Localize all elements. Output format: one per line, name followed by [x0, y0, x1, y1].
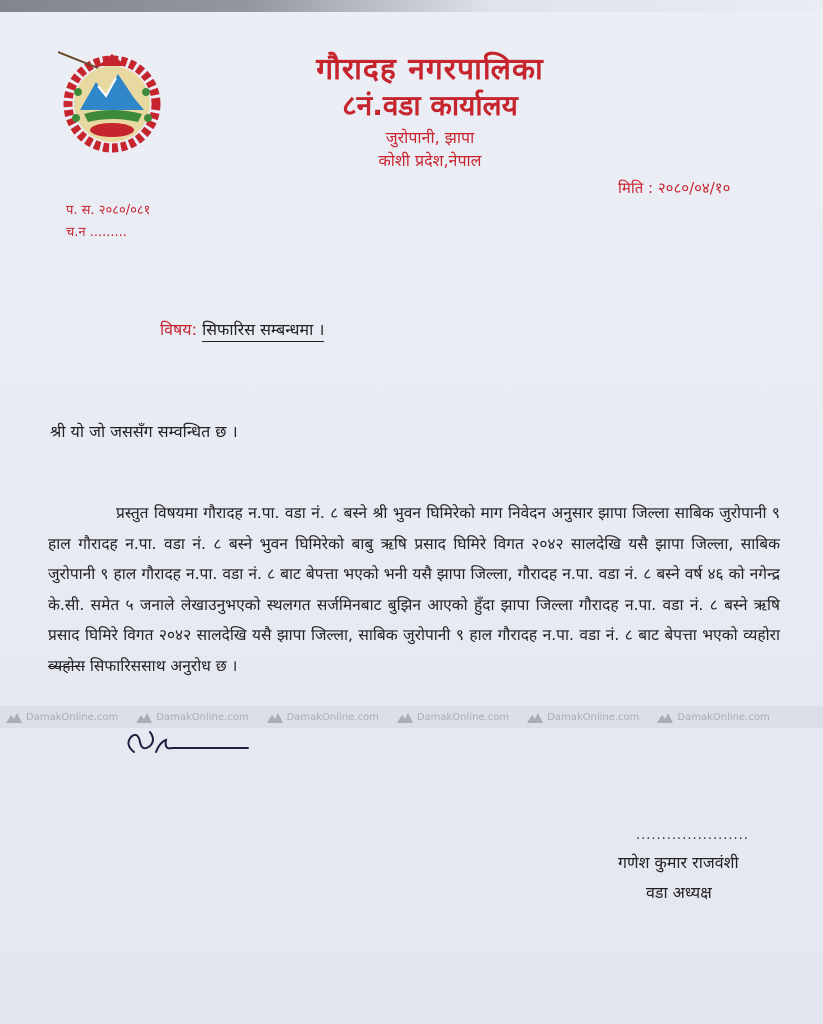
damakonline-logo-icon [397, 712, 413, 723]
watermark-text: DamakOnline.com [547, 711, 640, 723]
letter-body [48, 498, 780, 681]
signature-line: ...................... [636, 828, 749, 843]
municipality-name: गौरादह नगरपालिका [316, 52, 544, 87]
damakonline-logo-icon [527, 712, 543, 723]
letter-date: मिति : २०८०/०४/१० [618, 179, 731, 197]
body-main: प्रस्तुत विषयमा गौरादह न.पा. वडा नं. ८ बस्ने श्री भुवन घिमिरेको माग निवेदन अनुसार झापा जिल्ला साबिक जुरोपानी ९ हाल गौरादह न.पा. वडा नं. ८ बस्ने भुवन घिमिरेको बाबु ऋषि प्रसाद घिमिरे विगत २०४२ सालदेखि यसै झापा जिल्ला, साबिक जुरोपानी ९ हाल गौरादह न.पा. वडा नं. ८ बाट बेपत्ता भएको भनी यसै झापा जिल्ला, गौरादह न.पा. वडा नं. ८ बस्ने वर्ष ४६ को नगेन्द्र के.सी. समेत ५ जनाले लेखाउनुभएको स्थलगत सर्जमिनबाट बुझिन आएको हुँदा झापा जिल्ला गौरादह न.पा. वडा नं. ८ बस्ने ऋषि प्रसाद घिमिरे विगत २०४२ सालदेखि यसै झापा जिल्ला, साबिक जुरोपानी ९ हाल गौरादह न.पा. वडा नं. ८ बाट बेपत्ता भएको व्यहोरा [48, 504, 780, 644]
dispatch-number: च.न ......... [66, 225, 127, 240]
damakonline-logo-icon [6, 712, 22, 723]
damakonline-logo-icon [657, 712, 673, 723]
office-location: जुरोपानी, झापा [385, 128, 475, 147]
signature-image [120, 722, 250, 762]
subject-value: सिफारिस सम्बन्धमा । [202, 320, 324, 342]
letter-number: प. स. २०८०/०८१ [66, 203, 151, 218]
subject-label: विषय: [160, 320, 197, 339]
watermark-item [657, 712, 769, 723]
watermark-text: DamakOnline.com [416, 711, 510, 723]
damakonline-logo-icon [267, 712, 283, 723]
nepal-coat-of-arms-icon [58, 48, 166, 156]
damakonline-logo-icon [136, 712, 152, 723]
signatory-title: वडा अध्यक्ष [646, 883, 712, 902]
body-ending: सिफारिससाथ अनुरोध छ । [84, 656, 238, 675]
subject-line [160, 318, 324, 340]
office-province: कोशी प्रदेश,नेपाल [378, 151, 482, 170]
body-struck-word: व्यहोरा [48, 656, 85, 675]
salutation: श्री यो जो जससँग सम्वन्धित छ । [50, 422, 238, 441]
office-name: ८नं.वडा कार्यालय [342, 89, 518, 122]
watermark-item [527, 712, 639, 723]
watermark-text: DamakOnline.com [26, 711, 119, 723]
signatory-name: गणेश कुमार राजवंशी [618, 853, 739, 872]
reference-block [66, 200, 150, 244]
watermark-item [267, 712, 379, 723]
letterhead [200, 52, 660, 172]
watermark-text: DamakOnline.com [677, 711, 770, 723]
signatory-block [618, 848, 739, 908]
watermark-text: DamakOnline.com [156, 711, 249, 723]
watermark-item [397, 712, 509, 723]
watermark-text: DamakOnline.com [286, 711, 379, 723]
watermark-item [136, 712, 248, 723]
watermark-item [6, 712, 118, 723]
photo-edge-shadow [0, 0, 823, 12]
